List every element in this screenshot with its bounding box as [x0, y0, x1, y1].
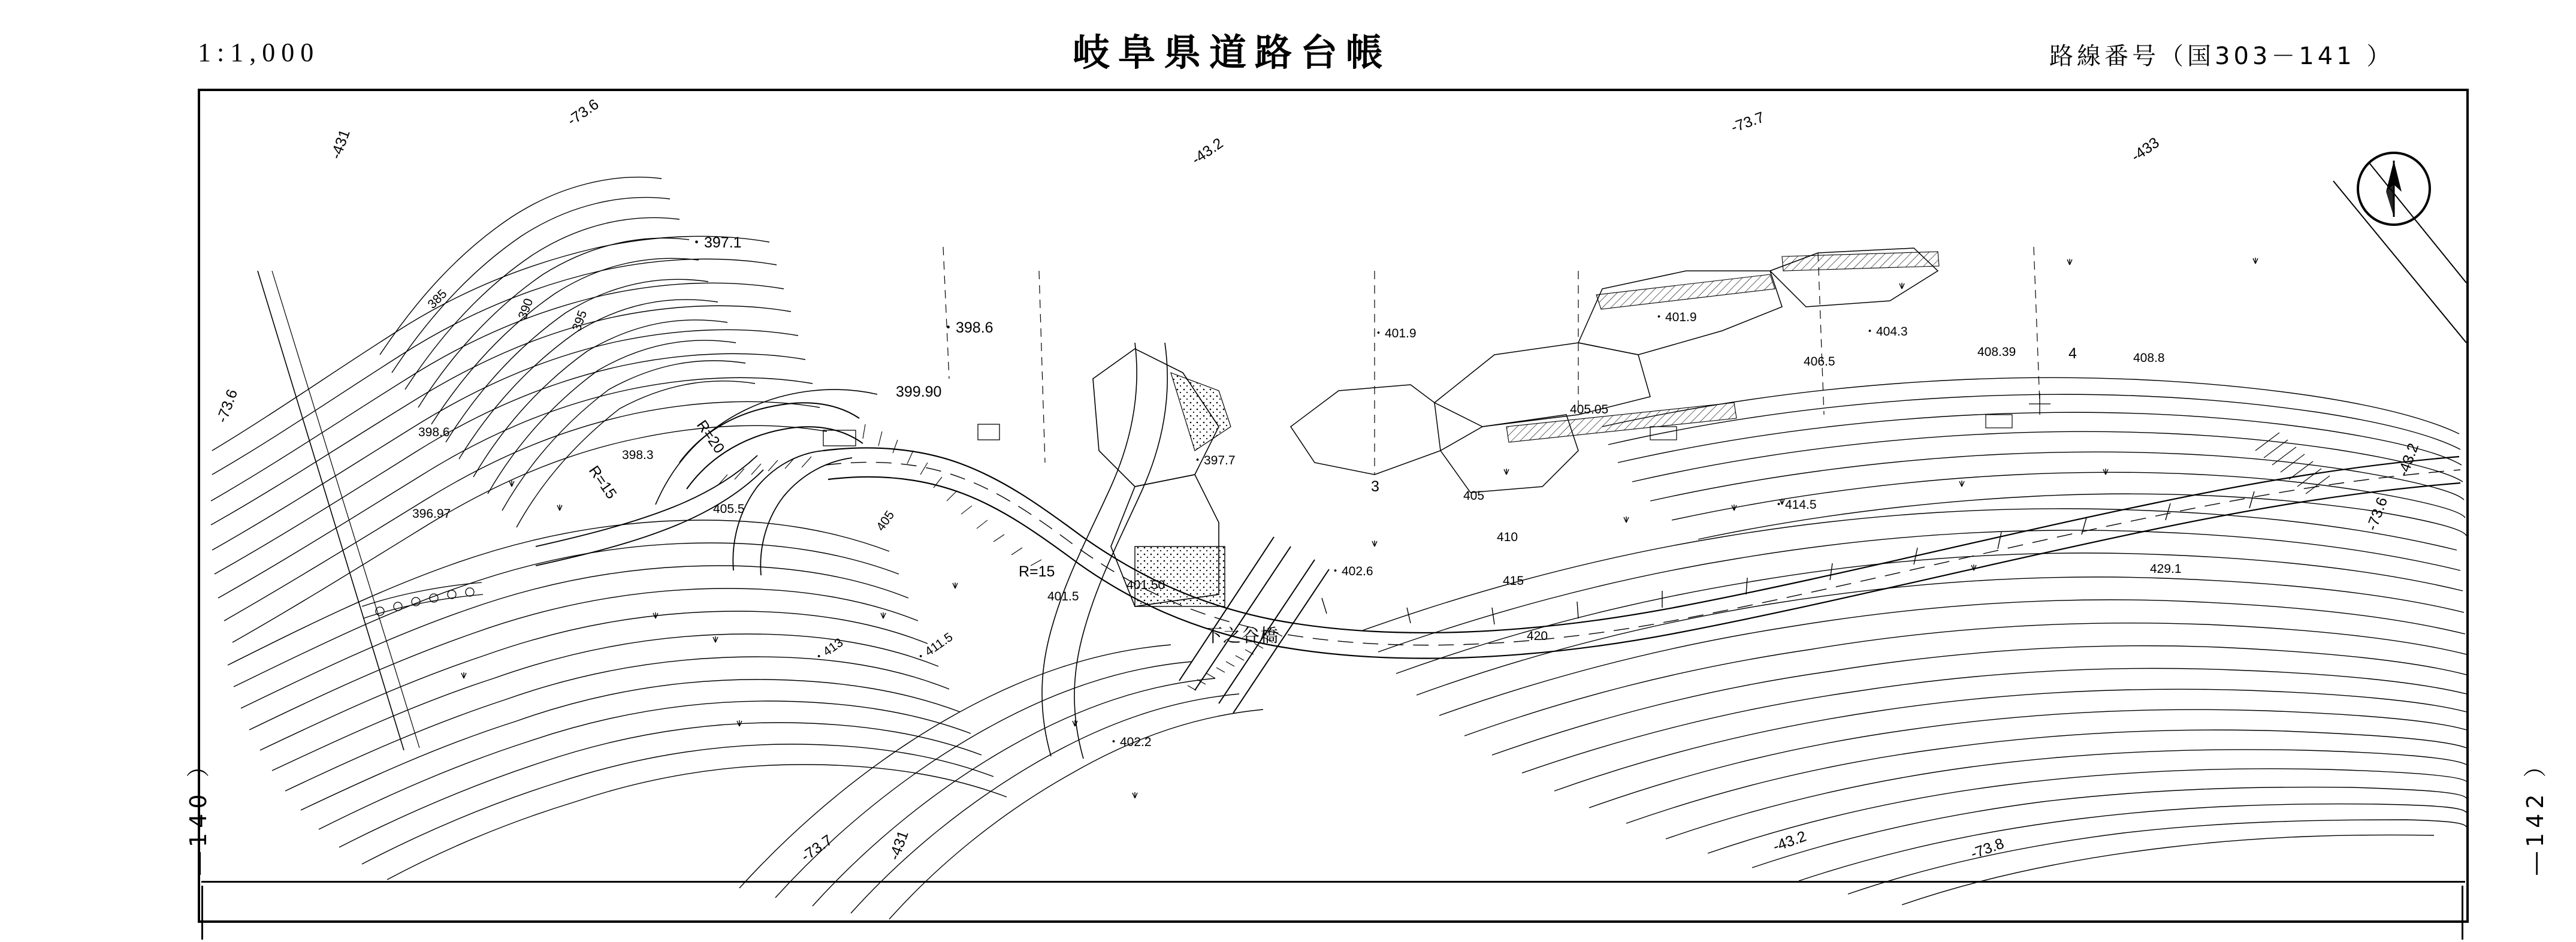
grid-coordinate-label: -433 [2128, 134, 2163, 165]
grid-coordinate-label: -431 [327, 127, 354, 162]
contour-label: 420 [1527, 629, 1548, 643]
route-number-label: 路線番号（国303－141 ） [2049, 43, 2394, 70]
spot-height: ・401.9 [1372, 327, 1417, 340]
spot-height: ・397.7 [1191, 454, 1236, 467]
contour-label: 395 [569, 308, 590, 333]
contour-label: 4 [2068, 345, 2077, 362]
contour-label: 405 [874, 508, 898, 534]
spot-height: ・413 [810, 635, 846, 666]
sheet-label-right: ―142 ） [2522, 750, 2548, 875]
spot-height: ・402.6 [1329, 564, 1373, 578]
spot-height: 408.8 [2133, 351, 2165, 365]
spot-height: 401.5 [1047, 590, 1079, 603]
curve-label-r15-a: R=15 [585, 463, 620, 502]
spot-height: 396.97 [412, 507, 451, 521]
contour-label: 410 [1497, 530, 1518, 544]
contour-label: 390 [515, 296, 536, 321]
grid-coordinate-label: -43.2 [1771, 828, 1809, 856]
spot-height: 405.05 [1570, 403, 1609, 416]
curve-label-r15-b: R=15 [1019, 563, 1055, 580]
spot-height: ・397.1 [689, 234, 742, 251]
spot-height: ・411.5 [912, 630, 956, 666]
grid-coordinate-label: -43.2 [2394, 440, 2423, 479]
grid-coordinate-label: -73.6 [564, 95, 602, 129]
grid-coordinate-label: -431 [886, 828, 912, 863]
spot-height: 399.90 [896, 384, 942, 400]
spot-height: 408.39 [1977, 345, 2016, 359]
curve-label-r20: R=20 [693, 417, 728, 457]
contour-label: 385 [425, 286, 450, 312]
sheet-title: 岐阜県道路台帳 [1073, 31, 1392, 74]
spot-height: 398.3 [622, 448, 654, 462]
map-drawing [200, 91, 2466, 920]
grid-coordinate-label: -73.7 [1729, 108, 1767, 137]
spot-height: ・401.9 [1653, 310, 1697, 324]
contour-label: 405 [1463, 489, 1485, 503]
spot-height: 405.5 [713, 502, 745, 516]
spot-height: 406.5 [1804, 355, 1835, 369]
spot-height: 401.50 [1127, 578, 1165, 592]
grid-coordinate-label: -73.7 [798, 831, 836, 865]
spot-height: 398.6 [418, 425, 450, 439]
bridge-name-label: 下之谷橋 [1204, 626, 1279, 646]
grid-coordinate-label: -73.6 [2363, 494, 2391, 533]
grid-coordinate-label: -73.6 [213, 387, 241, 425]
scale-label: 1:1,000 [198, 38, 320, 67]
spot-height: 429.1 [2150, 562, 2182, 576]
spot-height: ・398.6 [941, 319, 993, 336]
spot-height: ・414.5 [1772, 498, 1817, 512]
grid-coordinate-label: -73.8 [1968, 835, 2007, 863]
grid-coordinate-label: -43.2 [1188, 134, 1227, 168]
contour-label: 3 [1371, 478, 1379, 495]
spot-height: ・402.2 [1107, 735, 1152, 749]
spot-height: ・404.3 [1864, 325, 1908, 339]
sheet-label-left: ―140 ） [185, 750, 212, 875]
contour-label: 415 [1503, 574, 1524, 588]
